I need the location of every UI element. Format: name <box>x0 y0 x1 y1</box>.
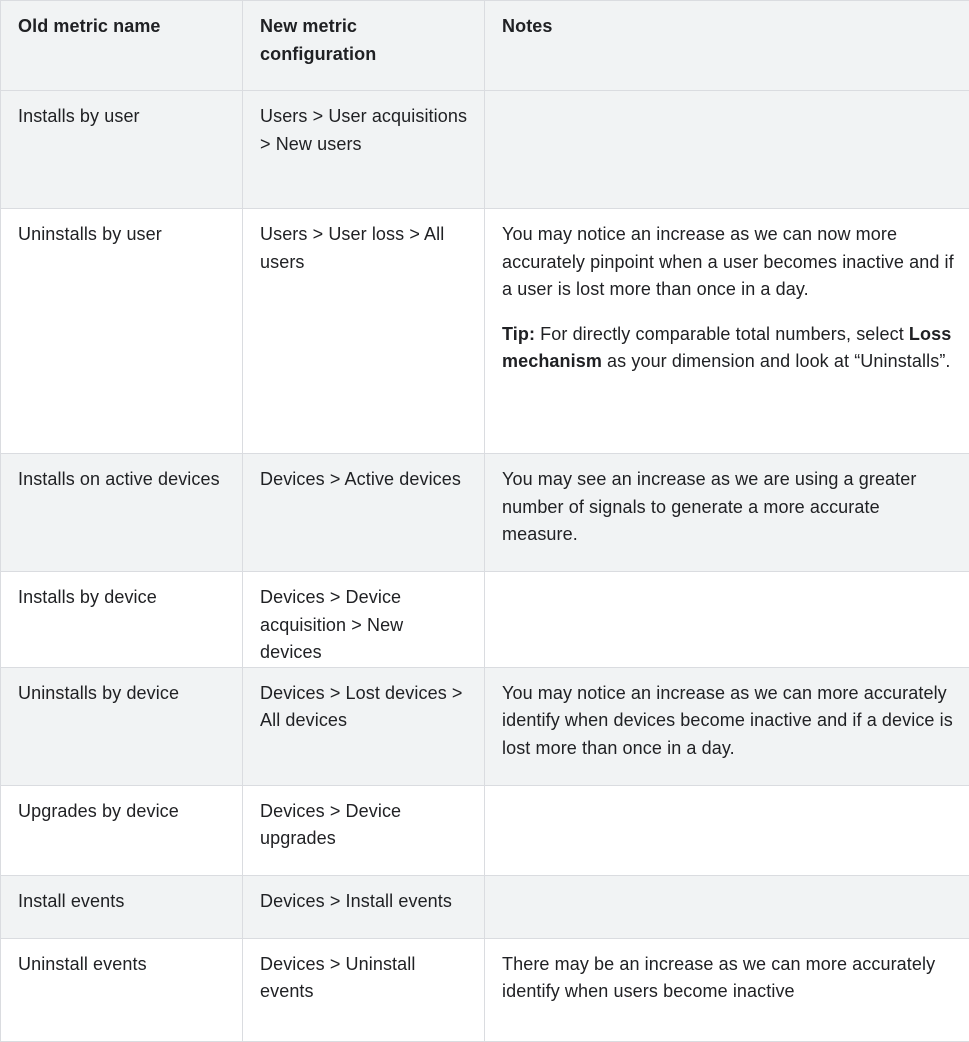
new-metric-cell: Devices > Device upgrades <box>243 785 485 875</box>
table-row <box>1 572 969 668</box>
notes-cell <box>485 785 969 875</box>
table-row <box>1 938 969 1041</box>
notes-cell <box>485 209 969 454</box>
new-metric-cell: Devices > Device acquisition > New devices <box>243 572 485 668</box>
notes-cell: There may be an increase as we can more accurately identify when users become inactive <box>485 938 969 1041</box>
table-header-row <box>1 1 969 91</box>
table-row <box>1 209 969 454</box>
old-metric-cell: Uninstalls by user <box>1 209 243 454</box>
notes-cell: You may see an increase as we are using a greater number of signals to generate a more accurate measure. <box>485 454 969 572</box>
header-old-metric-name: Old metric name <box>1 1 243 91</box>
notes-cell <box>485 572 969 668</box>
old-metric-cell: Installs by device <box>1 572 243 668</box>
old-metric-cell: Upgrades by device <box>1 785 243 875</box>
old-metric-cell: Installs on active devices <box>1 454 243 572</box>
old-metric-cell: Install events <box>1 875 243 938</box>
notes-cell <box>485 875 969 938</box>
table-row <box>1 875 969 938</box>
table-row <box>1 667 969 785</box>
notes-cell: You may notice an increase as we can more accurately identify when devices become inactive and if a device is lost more than once in a day. <box>485 667 969 785</box>
tip-label: Tip: <box>502 324 535 344</box>
tip-text-end: as your dimension and look at “Uninstalls”. <box>602 351 951 371</box>
tip-text: For directly comparable total numbers, select <box>535 324 909 344</box>
table-row <box>1 91 969 209</box>
old-metric-cell: Installs by user <box>1 91 243 209</box>
new-metric-cell: Users > User acquisitions > New users <box>243 91 485 209</box>
new-metric-cell: Devices > Uninstall events <box>243 938 485 1041</box>
header-new-metric-configuration: New metric configuration <box>243 1 485 91</box>
table-row <box>1 785 969 875</box>
new-metric-cell: Devices > Lost devices > All devices <box>243 667 485 785</box>
old-metric-cell: Uninstalls by device <box>1 667 243 785</box>
old-metric-cell: Uninstall events <box>1 938 243 1041</box>
new-metric-cell: Devices > Active devices <box>243 454 485 572</box>
header-notes: Notes <box>485 1 969 91</box>
table-row <box>1 454 969 572</box>
note-paragraph: You may notice an increase as we can now more accurately pinpoint when a user becomes inactive and if a user is lost more than once in a day. <box>502 221 955 304</box>
tip-dimension-name: Loss mechanism <box>502 324 951 372</box>
notes-cell <box>485 91 969 209</box>
tip-paragraph <box>502 321 955 376</box>
new-metric-cell: Users > User loss > All users <box>243 209 485 454</box>
new-metric-cell: Devices > Install events <box>243 875 485 938</box>
